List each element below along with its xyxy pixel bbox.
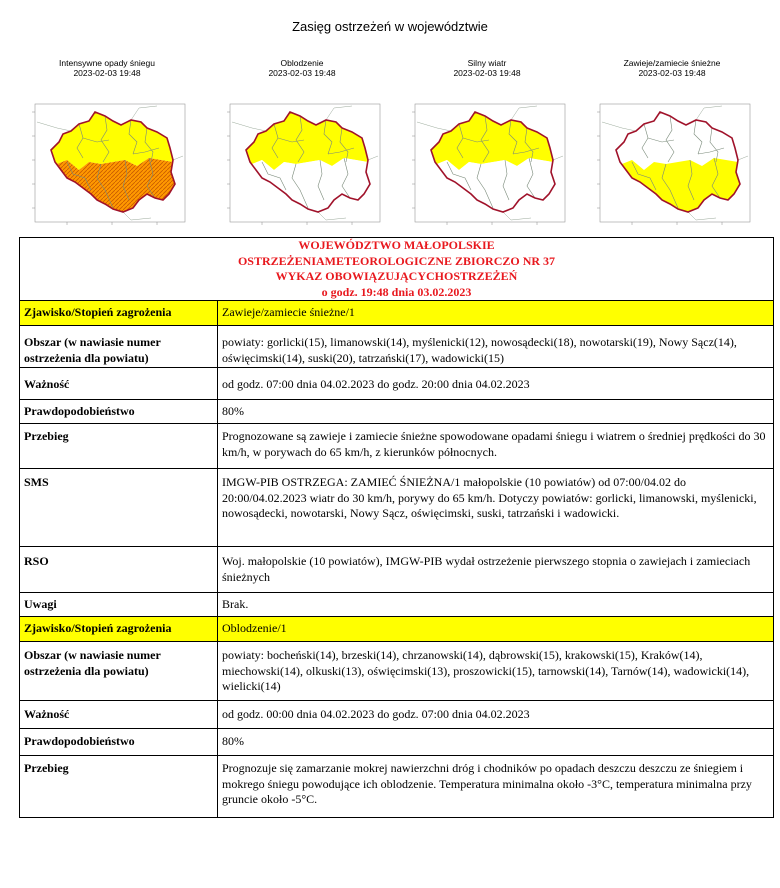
voivodeship-map bbox=[222, 82, 382, 232]
row-value: Woj. małopolskie (10 powiatów), IMGW-PIB wydał ostrzeżenie pierwszego stopnia o zawiejach i zamieciach śnieżnych bbox=[218, 547, 774, 593]
row-value: Prognozuje się zamarzanie mokrej nawierzchni dróg i chodników po opadach deszczu deszczu ze śniegiem i mokrego śniegu powodujące ich oblodzenie. Temperatura minimalna około -3°C, temperatura minimalna przy gruncie około -5°C. bbox=[218, 756, 774, 818]
row-label: Prawdopodobieństwo bbox=[20, 729, 218, 756]
row-label: Przebieg bbox=[20, 424, 218, 469]
row-value: powiaty: gorlicki(15), limanowski(14), myślenicki(12), nowosądecki(18), nowotarski(19), Nowy Sącz(14), oświęcimski(14), suski(20), tatrzański(17), wadowicki(15) bbox=[218, 326, 774, 368]
map-title: Intensywne opady śniegu bbox=[59, 58, 155, 68]
row-value: od godz. 07:00 dnia 04.02.2023 do godz. 20:00 dnia 04.02.2023 bbox=[218, 368, 774, 400]
row-label: Obszar (w nawiasie numer ostrzeżenia dla powiatu) bbox=[20, 326, 218, 368]
validity-row bbox=[20, 701, 774, 729]
map-date: 2023-02-03 19:48 bbox=[73, 68, 141, 78]
map-blizzard bbox=[592, 58, 752, 232]
row-label: Zjawisko/Stopień zagrożenia bbox=[20, 301, 218, 326]
map-date: 2023-02-03 19:48 bbox=[453, 68, 521, 78]
row-value: Prognozowane są zawieje i zamiecie śnieżne spowodowane opadami śniegu i wiatrem o średniej prędkości do 30 km/h, w porywach do 65 km/h, z kierunków północnych. bbox=[218, 424, 774, 469]
voivodeship-map bbox=[407, 82, 567, 232]
sms-row bbox=[20, 469, 774, 547]
phenomenon-row bbox=[20, 617, 774, 642]
row-value: od godz. 00:00 dnia 04.02.2023 do godz. 07:00 dnia 04.02.2023 bbox=[218, 701, 774, 729]
map-icing bbox=[222, 58, 382, 232]
report-title-line: WYKAZ OBOWIĄZUJĄCYCHOSTRZEŻEŃ bbox=[275, 269, 518, 283]
probability-row bbox=[20, 729, 774, 756]
row-label: Ważność bbox=[20, 368, 218, 400]
voivodeship-map bbox=[27, 82, 187, 232]
rso-row bbox=[20, 547, 774, 593]
report-title bbox=[20, 238, 774, 301]
course-row bbox=[20, 756, 774, 818]
row-value: powiaty: bocheński(14), brzeski(14), chrzanowski(14), dąbrowski(15), krakowski(15), Kraków(14), miechowski(14), olkuski(13), oświęcimski(13), proszowicki(15), tarnowski(14), Tarnów(14), wadowicki(14), wielicki(14) bbox=[218, 642, 774, 701]
row-value: IMGW-PIB OSTRZEGA: ZAMIEĆ ŚNIEŻNA/1 małopolskie (10 powiatów) od 07:00/04.02 do 20:00/04.02.2023 wiatr do 30 km/h, porywy do 65 km/h. Dotyczy powiatów: gorlicki, limanowski, myślenicki, nowosądecki, nowotarski, Nowy Sącz, oświęcimski, suski, tatrzański i wadowicki. bbox=[218, 469, 774, 547]
map-title: Oblodzenie bbox=[280, 58, 324, 68]
row-value: Zawieje/zamiecie śnieżne/1 bbox=[218, 301, 774, 326]
probability-row bbox=[20, 400, 774, 424]
validity-row bbox=[20, 368, 774, 400]
remarks-row bbox=[20, 593, 774, 617]
row-value: Oblodzenie/1 bbox=[218, 617, 774, 642]
report-title-line: WOJEWÓDZTWO MAŁOPOLSKIE bbox=[298, 238, 495, 252]
report-title-line: o godz. 19:48 dnia 03.02.2023 bbox=[321, 284, 472, 299]
row-value: 80% bbox=[218, 729, 774, 756]
map-title: Zawieje/zamiecie śnieżne bbox=[623, 58, 721, 68]
map-date: 2023-02-03 19:48 bbox=[268, 68, 336, 78]
page-title: Zasięg ostrzeżeń w województwie bbox=[292, 19, 488, 34]
row-label: Obszar (w nawiasie numer ostrzeżenia dla powiatu) bbox=[20, 642, 218, 701]
report-header-row bbox=[20, 238, 774, 301]
row-label: Uwagi bbox=[20, 593, 218, 617]
row-label: Ważność bbox=[20, 701, 218, 729]
phenomenon-row bbox=[20, 301, 774, 326]
row-value: 80% bbox=[218, 400, 774, 424]
map-strong-wind bbox=[407, 58, 567, 232]
map-title: Silny wiatr bbox=[467, 58, 507, 68]
warnings-table bbox=[19, 237, 774, 818]
row-label: Zjawisko/Stopień zagrożenia bbox=[20, 617, 218, 642]
row-label: SMS bbox=[20, 469, 218, 547]
row-label: RSO bbox=[20, 547, 218, 593]
row-value: Brak. bbox=[218, 593, 774, 617]
area-row bbox=[20, 326, 774, 368]
row-label: Prawdopodobieństwo bbox=[20, 400, 218, 424]
map-intense-snow bbox=[27, 58, 187, 232]
row-label: Przebieg bbox=[20, 756, 218, 818]
report-title-line: OSTRZEŻENIAMETEOROLOGICZNE ZBIORCZO NR 37 bbox=[237, 253, 556, 268]
map-date: 2023-02-03 19:48 bbox=[638, 68, 706, 78]
voivodeship-map bbox=[592, 82, 752, 232]
course-row bbox=[20, 424, 774, 469]
area-row bbox=[20, 642, 774, 701]
